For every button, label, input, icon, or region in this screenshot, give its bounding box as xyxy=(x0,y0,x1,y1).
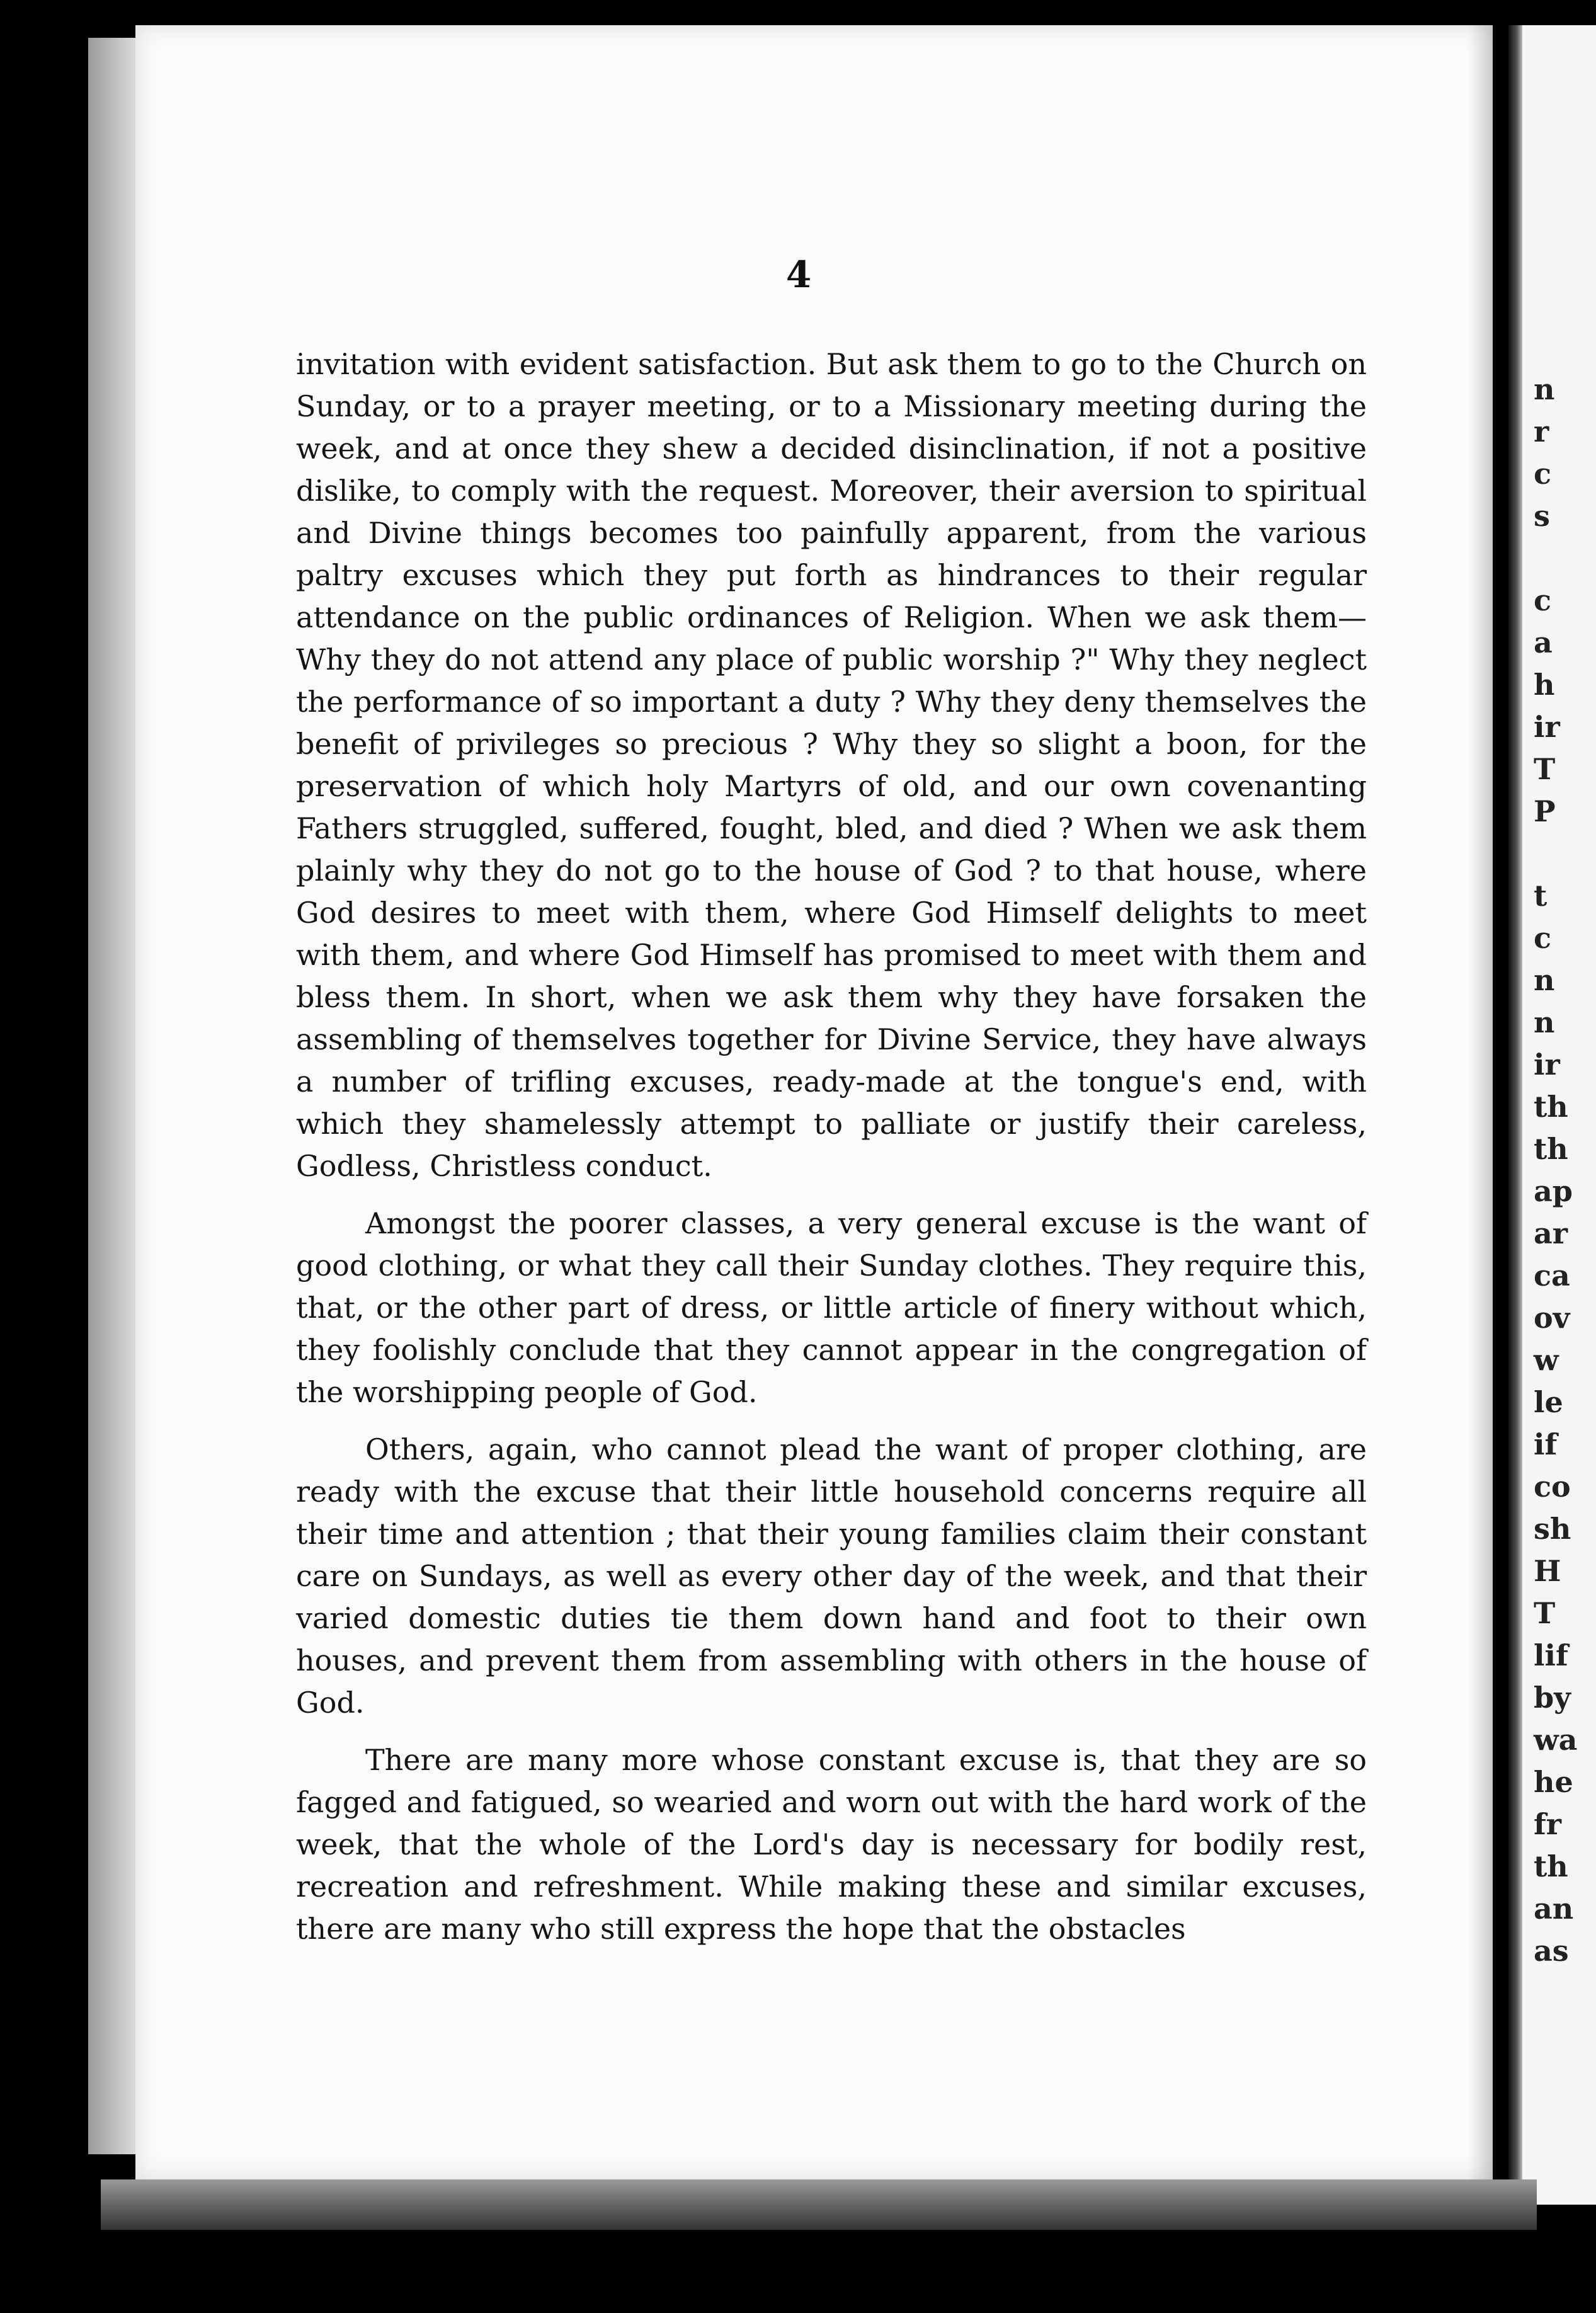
bottom-scan-edge xyxy=(101,2179,1537,2230)
paragraph-1: invitation with evident satisfaction. But ask them to go to the Church on Sunday, or to a prayer meeting, or to a Missionary meeting during the week, and at once they shew a decided disinclination, if not a positive dislike, to comply with the request. Moreover, their aversion to spiritual and Divine things becomes too painfully apparent, from the various paltry excuses which they put forth as hindrances to their regular attendance on the public ordinances of Religion. When we ask them—Why they do not attend any place of public worship ?" Why they neglect the performance of so important a duty ? Why they deny themselves the benefit of privileges so precious ? Why they so slight a boon, for the preservation of which holy Martyrs of old, and our own covenanting Fathers struggled, suffered, fought, bled, and died ? When we ask them plainly why they do not go to the house of God ? to that house, where God desires to meet with them, where God Himself delights to meet with them, and where God Himself has promised to meet with them and bless them. In short, when we ask them why they have forsaken the assembling of themselves together for Divine Service, they have always a number of trifling excuses, ready-made at the tongue's end, with which they shamelessly attempt to palliate or justify their careless, Godless, Christless conduct. xyxy=(296,347,1367,1183)
paragraph-4: There are many more whose constant excuse is, that they are so fagged and fatigued, so wearied and worn out with the hard work of the week, that the whole of the Lord's day is necessary for bodily rest, recreation and refreshment. While making these and similar excuses, there are many who still express the hope that the obstacles xyxy=(296,1743,1367,1946)
page-number: 4 xyxy=(785,253,812,296)
page-fold-shadow xyxy=(1508,25,1522,2205)
paragraph-2: Amongst the poorer classes, a very general excuse is the want of good clothing, or what they call their Sunday clothes. They require this, that, or the other part of dress, or little article of finery without which, they foolishly conclude that they cannot appear in the congregation of the worshipping people of God. xyxy=(296,1206,1367,1409)
next-page-edge xyxy=(1508,25,1596,2205)
paragraph-3: Others, again, who cannot plead the want of proper clothing, are ready with the excuse that their little household concerns require all their time and attention ; that their young families claim their constant care on Sundays, as well as every other day of the week, and that their varied domestic duties tie them down hand and foot to their own houses, and prevent them from assembling with others in the house of God. xyxy=(296,1432,1367,1720)
next-page-text-fragments: n r c s c a h ir T P t c n n ir th th ap ar ca ov w le if co sh H T lif by wa he fr th an as xyxy=(1534,372,1578,1968)
page-gutter-shadow xyxy=(1468,25,1493,2179)
body-text xyxy=(296,343,1367,1965)
